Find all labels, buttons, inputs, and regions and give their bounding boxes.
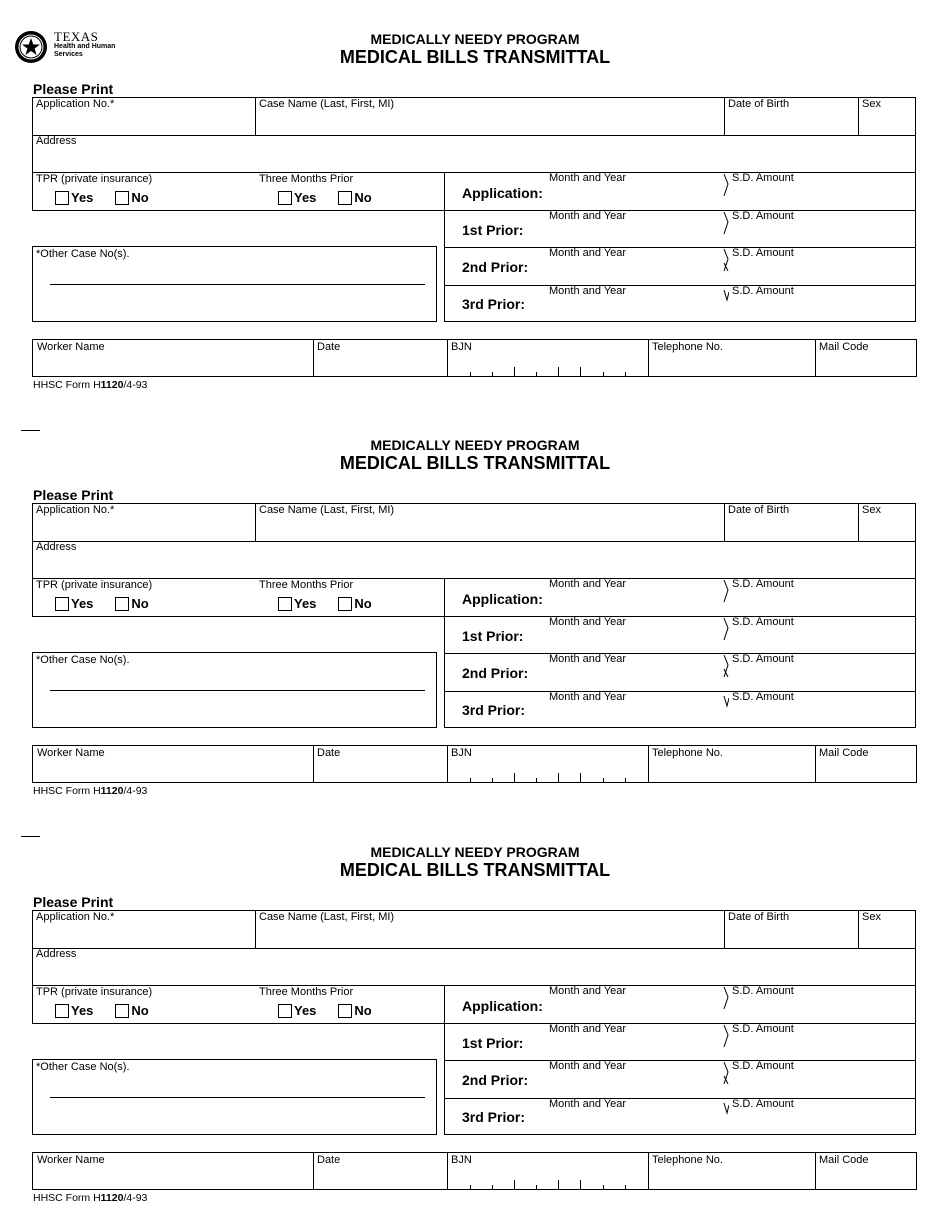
worker-name-field[interactable]: Worker Name — [37, 1154, 105, 1166]
date-field[interactable]: Date — [317, 1154, 341, 1166]
brace-mark-icon — [723, 580, 729, 602]
form-number-prefix: HHSC Form H — [33, 1192, 101, 1204]
mail-code-field[interactable]: Mail Code — [819, 1154, 869, 1166]
brace-mark-icon — [723, 212, 729, 234]
other-case-field[interactable]: *Other Case No(s). — [36, 654, 130, 666]
first-prior-sd-amount[interactable]: S.D. Amount — [732, 616, 794, 628]
mail-code-field[interactable]: Mail Code — [819, 747, 869, 759]
sex-field[interactable]: Sex — [862, 98, 881, 110]
bjn-field[interactable]: BJN — [451, 747, 472, 759]
sex-field[interactable]: Sex — [862, 504, 881, 516]
address-field[interactable]: Address — [36, 948, 77, 960]
second-prior-month-year[interactable]: Month and Year — [549, 653, 627, 665]
application-row-label: Application: — [462, 591, 543, 607]
tpr-yes-checkbox[interactable] — [55, 1004, 69, 1018]
cut-mark — [21, 836, 40, 837]
three-months-yes-checkbox[interactable] — [278, 597, 292, 611]
third-prior-label: 3rd Prior: — [462, 296, 526, 312]
third-prior-sd-amount[interactable]: S.D. Amount — [732, 285, 794, 297]
application-sd-amount[interactable]: S.D. Amount — [732, 172, 794, 184]
brace-mark-icon — [723, 655, 729, 677]
brace-mark-icon — [723, 285, 729, 307]
tpr-yes-checkbox[interactable] — [55, 191, 69, 205]
form-number-value: 1120 — [100, 379, 124, 391]
application-month-year[interactable]: Month and Year — [549, 985, 627, 997]
please-print: Please Print — [33, 81, 114, 97]
third-prior-month-year[interactable]: Month and Year — [549, 285, 627, 297]
form-number — [33, 379, 147, 391]
telephone-field[interactable]: Telephone No. — [652, 1154, 723, 1166]
logo-line2: Health and Human — [54, 43, 116, 50]
third-prior-sd-amount[interactable]: S.D. Amount — [732, 1098, 794, 1110]
worker-name-field[interactable]: Worker Name — [37, 747, 105, 759]
brace-mark-icon — [723, 1098, 729, 1120]
form-number — [33, 1192, 147, 1204]
date-field[interactable]: Date — [317, 341, 341, 353]
cut-mark — [21, 430, 40, 431]
first-prior-month-year[interactable]: Month and Year — [549, 1023, 627, 1035]
form-number-suffix: /4-93 — [123, 1192, 148, 1204]
program-heading: MEDICALLY NEEDY PROGRAM — [370, 437, 580, 453]
application-sd-amount[interactable]: S.D. Amount — [732, 578, 794, 590]
form-title: MEDICAL BILLS TRANSMITTAL — [339, 860, 611, 880]
tpr-label: TPR (private insurance) — [36, 986, 153, 998]
three-months-no-checkbox[interactable] — [338, 597, 352, 611]
date-of-birth-field[interactable]: Date of Birth — [728, 98, 790, 110]
date-of-birth-field[interactable]: Date of Birth — [728, 504, 790, 516]
form-number-value: 1120 — [100, 1192, 124, 1204]
three-months-no-label: No — [354, 596, 372, 611]
tpr-label: TPR (private insurance) — [36, 579, 153, 591]
tpr-no-label: No — [131, 1003, 149, 1018]
brace-mark-icon — [723, 987, 729, 1009]
tpr-no-checkbox[interactable] — [115, 191, 129, 205]
first-prior-month-year[interactable]: Month and Year — [549, 616, 627, 628]
third-prior-label: 3rd Prior: — [462, 702, 526, 718]
third-prior-label: 3rd Prior: — [462, 1109, 526, 1125]
second-prior-month-year[interactable]: Month and Year — [549, 1060, 627, 1072]
tpr-no-checkbox[interactable] — [115, 597, 129, 611]
form-number-prefix: HHSC Form H — [33, 785, 101, 797]
other-case-field[interactable]: *Other Case No(s). — [36, 1061, 130, 1073]
first-prior-month-year[interactable]: Month and Year — [549, 210, 627, 222]
three-months-yes-checkbox[interactable] — [278, 1004, 292, 1018]
brace-mark-icon — [723, 249, 729, 271]
brace-mark-icon — [723, 691, 729, 713]
first-prior-sd-amount[interactable]: S.D. Amount — [732, 1023, 794, 1035]
second-prior-label: 2nd Prior: — [462, 259, 529, 275]
application-row-label: Application: — [462, 998, 543, 1014]
tpr-no-label: No — [131, 190, 149, 205]
three-months-prior-label: Three Months Prior — [259, 579, 354, 591]
second-prior-sd-amount[interactable]: S.D. Amount — [732, 247, 794, 259]
application-no-field[interactable]: Application No.* — [36, 504, 115, 516]
please-print: Please Print — [33, 487, 114, 503]
three-months-no-label: No — [354, 190, 372, 205]
three-months-no-checkbox[interactable] — [338, 1004, 352, 1018]
application-sd-amount[interactable]: S.D. Amount — [732, 985, 794, 997]
application-month-year[interactable]: Month and Year — [549, 578, 627, 590]
form-number-suffix: /4-93 — [123, 379, 148, 391]
three-months-prior-label: Three Months Prior — [259, 986, 354, 998]
application-row-label: Application: — [462, 185, 543, 201]
worker-info-box — [32, 1152, 917, 1190]
telephone-field[interactable]: Telephone No. — [652, 341, 723, 353]
case-name-field[interactable]: Case Name (Last, First, MI) — [259, 504, 395, 516]
tpr-yes-label: Yes — [71, 596, 94, 611]
three-months-no-label: No — [354, 1003, 372, 1018]
worker-name-field[interactable]: Worker Name — [37, 341, 105, 353]
form-number-value: 1120 — [100, 785, 124, 797]
date-of-birth-field[interactable]: Date of Birth — [728, 911, 790, 923]
case-name-field[interactable]: Case Name (Last, First, MI) — [259, 98, 395, 110]
program-heading: MEDICALLY NEEDY PROGRAM — [370, 31, 580, 47]
please-print: Please Print — [33, 894, 114, 910]
address-field[interactable]: Address — [36, 135, 77, 147]
form-title: MEDICAL BILLS TRANSMITTAL — [339, 453, 611, 473]
mail-code-field[interactable]: Mail Code — [819, 341, 869, 353]
brace-mark-icon — [723, 1062, 729, 1084]
tpr-yes-checkbox[interactable] — [55, 597, 69, 611]
second-prior-label: 2nd Prior: — [462, 665, 529, 681]
tpr-no-checkbox[interactable] — [115, 1004, 129, 1018]
case-name-field[interactable]: Case Name (Last, First, MI) — [259, 911, 395, 923]
tpr-yes-label: Yes — [71, 190, 94, 205]
bjn-field[interactable]: BJN — [451, 1154, 472, 1166]
first-prior-label: 1st Prior: — [462, 1035, 524, 1051]
three-months-yes-label: Yes — [294, 1003, 317, 1018]
first-prior-label: 1st Prior: — [462, 628, 524, 644]
form-number — [33, 785, 147, 797]
telephone-field[interactable]: Telephone No. — [652, 747, 723, 759]
application-no-field[interactable]: Application No.* — [36, 911, 115, 923]
second-prior-label: 2nd Prior: — [462, 1072, 529, 1088]
third-prior-sd-amount[interactable]: S.D. Amount — [732, 691, 794, 703]
three-months-no-checkbox[interactable] — [338, 191, 352, 205]
worker-info-box — [32, 339, 917, 377]
brace-mark-icon — [723, 174, 729, 196]
second-prior-sd-amount[interactable]: S.D. Amount — [732, 1060, 794, 1072]
three-months-prior-label: Three Months Prior — [259, 173, 354, 185]
three-months-yes-checkbox[interactable] — [278, 191, 292, 205]
application-no-field[interactable]: Application No.* — [36, 98, 115, 110]
tpr-yes-label: Yes — [71, 1003, 94, 1018]
bjn-field[interactable]: BJN — [451, 341, 472, 353]
application-month-year[interactable]: Month and Year — [549, 172, 627, 184]
address-field[interactable]: Address — [36, 541, 77, 553]
first-prior-sd-amount[interactable]: S.D. Amount — [732, 210, 794, 222]
sex-field[interactable]: Sex — [862, 911, 881, 923]
logo-name: TEXAS — [54, 29, 99, 44]
brace-mark-icon — [723, 618, 729, 640]
worker-info-box — [32, 745, 917, 783]
tpr-no-label: No — [131, 596, 149, 611]
three-months-yes-label: Yes — [294, 190, 317, 205]
third-prior-month-year[interactable]: Month and Year — [549, 1098, 627, 1110]
three-months-yes-label: Yes — [294, 596, 317, 611]
second-prior-month-year[interactable]: Month and Year — [549, 247, 627, 259]
form-number-suffix: /4-93 — [123, 785, 148, 797]
first-prior-label: 1st Prior: — [462, 222, 524, 238]
third-prior-month-year[interactable]: Month and Year — [549, 691, 627, 703]
brace-mark-icon — [723, 1025, 729, 1047]
second-prior-sd-amount[interactable]: S.D. Amount — [732, 653, 794, 665]
tpr-label: TPR (private insurance) — [36, 173, 153, 185]
other-case-field[interactable]: *Other Case No(s). — [36, 248, 130, 260]
form-number-prefix: HHSC Form H — [33, 379, 101, 391]
date-field[interactable]: Date — [317, 747, 341, 759]
logo-line3: Services — [54, 51, 83, 58]
program-heading: MEDICALLY NEEDY PROGRAM — [370, 844, 580, 860]
form-title: MEDICAL BILLS TRANSMITTAL — [339, 47, 611, 67]
